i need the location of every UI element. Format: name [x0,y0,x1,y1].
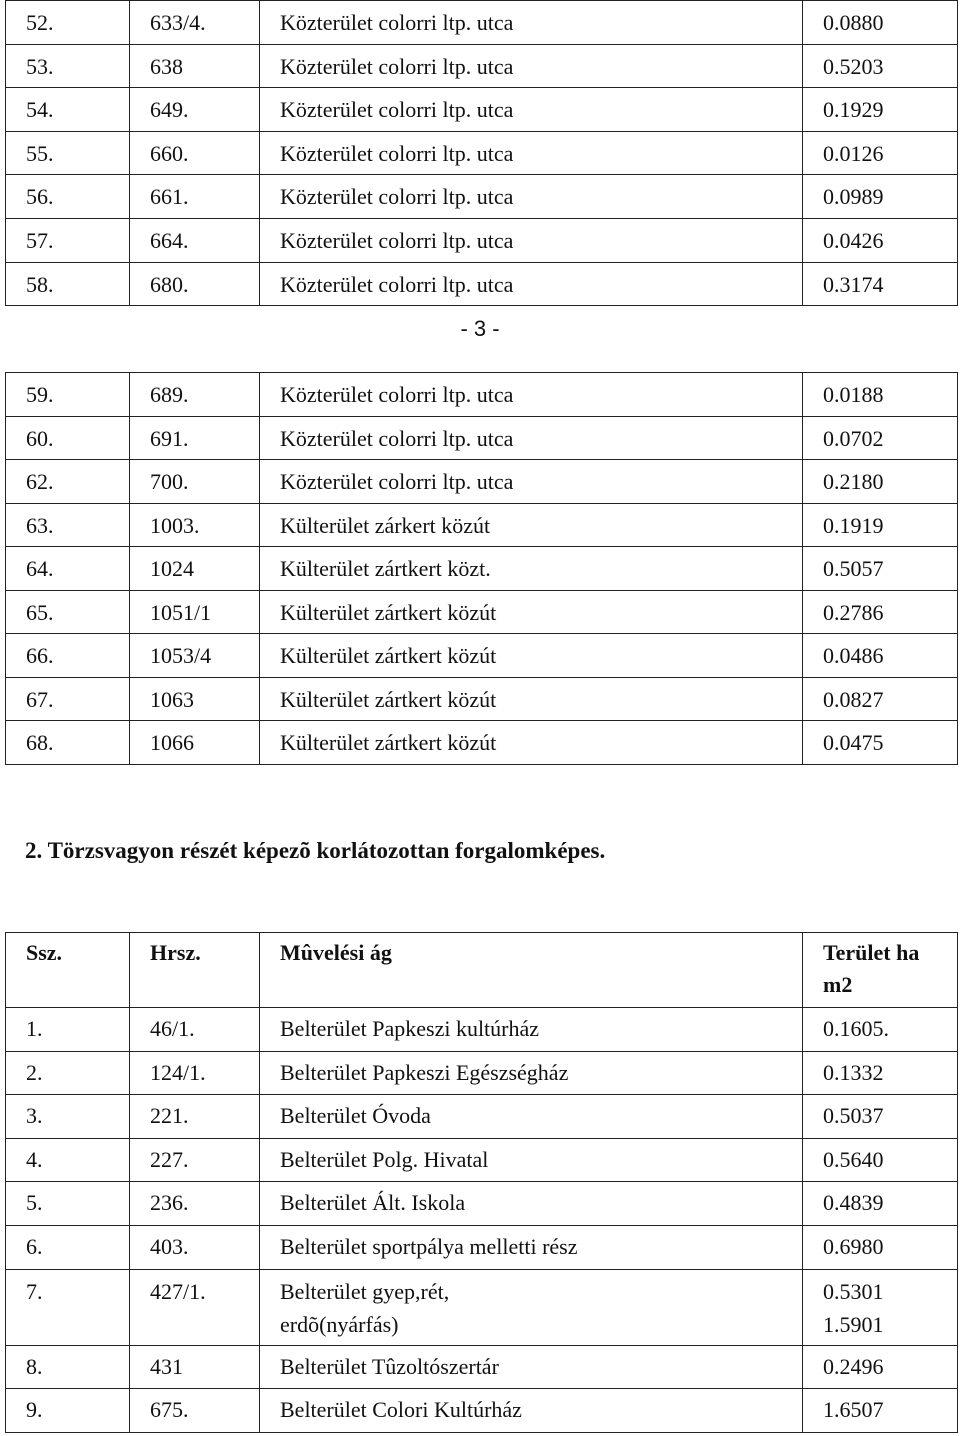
table-body [6,1,958,306]
hrsz-cell: 1063 [130,677,260,721]
table-row [6,175,958,219]
terulet-cell: 0.0989 [803,175,958,219]
muvelesi-ag-cell: Közterület colorri ltp. utca [260,1,803,45]
ssz-cell: 9. [6,1389,130,1433]
hrsz-cell: 1051/1 [130,590,260,634]
hrsz-cell: 638 [130,44,260,88]
hrsz-cell: 124/1. [130,1051,260,1095]
muvelesi-ag-cell: Közterület colorri ltp. utca [260,262,803,306]
hrsz-cell: 1003. [130,503,260,547]
hrsz-cell: 427/1. [130,1269,260,1345]
terulet-cell: 0.5037 [803,1095,958,1139]
table-row [6,1138,958,1182]
muvelesi-ag-cell: Külterület zártkert közút [260,721,803,765]
hrsz-cell: 1066 [130,721,260,765]
table-row [6,218,958,262]
terulet-cell: 0.0827 [803,677,958,721]
muvelesi-ag-cell: Közterület colorri ltp. utca [260,416,803,460]
muvelesi-ag-cell: Belterület Polg. Hivatal [260,1138,803,1182]
hrsz-cell: 227. [130,1138,260,1182]
header-terulet-line2: m2 [823,972,853,997]
muvelesi-ag-cell: Külterület zártkert közút [260,634,803,678]
terulet-cell: 0.0702 [803,416,958,460]
muvelesi-ag-cell: Belterület Papkeszi kultúrház [260,1008,803,1052]
hrsz-cell: 46/1. [130,1008,260,1052]
ssz-cell: 66. [6,634,130,678]
ssz-cell: 5. [6,1182,130,1226]
terulet-cell: 0.0126 [803,131,958,175]
terulet-cell: 0.4839 [803,1182,958,1226]
restricted-property-table [5,932,958,1433]
ssz-cell: 3. [6,1095,130,1139]
ssz-cell: 67. [6,677,130,721]
table-row [6,634,958,678]
hrsz-cell: 221. [130,1095,260,1139]
ssz-cell: 63. [6,503,130,547]
terulet-cell: 0.0188 [803,373,958,417]
terulet-cell: 0.2786 [803,590,958,634]
table-body [6,933,958,1433]
muvelesi-ag-cell: Közterület colorri ltp. utca [260,175,803,219]
muvelesi-ag-cell [260,1269,803,1345]
table-row [6,547,958,591]
muvelesi-ag-cell: Közterület colorri ltp. utca [260,373,803,417]
muvelesi-ag-cell: Közterület colorri ltp. utca [260,131,803,175]
table-row [6,416,958,460]
table-row [6,88,958,132]
page-number: - 3 - [460,316,500,341]
terulet-cell: 0.1929 [803,88,958,132]
hrsz-cell: 660. [130,131,260,175]
header-terulet-line1: Terület ha [823,940,920,965]
table-row [6,1008,958,1052]
muvelesi-ag-cell: Belterület Tûzoltószertár [260,1345,803,1389]
hrsz-cell: 664. [130,218,260,262]
ssz-cell: 64. [6,547,130,591]
hrsz-cell: 700. [130,460,260,504]
hrsz-cell: 661. [130,175,260,219]
table-row [6,1051,958,1095]
hrsz-cell: 689. [130,373,260,417]
terulet-cell: 0.5640 [803,1138,958,1182]
table-row [6,1345,958,1389]
hrsz-cell: 691. [130,416,260,460]
ssz-cell: 68. [6,721,130,765]
ssz-cell: 54. [6,88,130,132]
terulet-cell: 0.2496 [803,1345,958,1389]
terulet-cell: 0.5057 [803,547,958,591]
section-heading: 2. Törzsvagyon részét képezõ korlátozottan forgalomképes. [25,838,606,863]
hrsz-cell: 431 [130,1345,260,1389]
hrsz-cell: 1053/4 [130,634,260,678]
muvelesi-ag-cell: Külterület zárkert közút [260,503,803,547]
terulet-cell: 0.0486 [803,634,958,678]
terulet-cell [803,1269,958,1345]
ssz-cell: 1. [6,1008,130,1052]
ssz-cell: 60. [6,416,130,460]
property-table-bottom [5,372,958,765]
terulet-cell: 0.5203 [803,44,958,88]
table-row [6,460,958,504]
terulet-cell: 0.1919 [803,503,958,547]
ssz-cell: 4. [6,1138,130,1182]
ssz-cell: 2. [6,1051,130,1095]
ssz-cell: 56. [6,175,130,219]
hrsz-cell: 236. [130,1182,260,1226]
table-row [6,721,958,765]
ssz-cell: 58. [6,262,130,306]
table-row [6,1,958,45]
table-row [6,44,958,88]
terulet-line1: 0.5301 [823,1278,884,1304]
ssz-cell: 52. [6,1,130,45]
hrsz-cell: 1024 [130,547,260,591]
terulet-line2: 1.5901 [823,1311,884,1337]
hrsz-cell: 675. [130,1389,260,1433]
table-row [6,590,958,634]
ssz-cell: 59. [6,373,130,417]
table-row [6,131,958,175]
terulet-cell: 0.1605. [803,1008,958,1052]
header-ssz: Ssz. [6,933,130,1008]
table-row [6,1389,958,1433]
header-muvelesi-ag: Mûvelési ág [260,933,803,1008]
muvelesi-ag-cell: Külterület zártkert közút [260,677,803,721]
table-row [6,1182,958,1226]
hrsz-cell: 680. [130,262,260,306]
table-row [6,503,958,547]
muvelesi-ag-cell: Közterület colorri ltp. utca [260,218,803,262]
muvelesi-ag-line2: erdõ(nyárfás) [280,1311,399,1337]
table-row [6,677,958,721]
header-hrsz: Hrsz. [130,933,260,1008]
header-terulet [803,933,958,1008]
muvelesi-ag-cell: Külterület zártkert közút [260,590,803,634]
hrsz-cell: 403. [130,1225,260,1269]
ssz-cell: 8. [6,1345,130,1389]
muvelesi-ag-cell: Közterület colorri ltp. utca [260,460,803,504]
table-row [6,373,958,417]
terulet-cell: 1.6507 [803,1389,958,1433]
terulet-cell: 0.6980 [803,1225,958,1269]
ssz-cell: 55. [6,131,130,175]
table-row [6,1225,958,1269]
terulet-cell: 0.0475 [803,721,958,765]
muvelesi-ag-cell: Belterület Papkeszi Egészségház [260,1051,803,1095]
property-table-top [5,0,958,306]
terulet-cell: 0.3174 [803,262,958,306]
terulet-cell: 0.1332 [803,1051,958,1095]
muvelesi-ag-cell: Külterület zártkert közt. [260,547,803,591]
ssz-cell: 62. [6,460,130,504]
hrsz-cell: 633/4. [130,1,260,45]
hrsz-cell: 649. [130,88,260,132]
muvelesi-ag-cell: Belterület Óvoda [260,1095,803,1139]
ssz-cell: 57. [6,218,130,262]
muvelesi-ag-cell: Közterület colorri ltp. utca [260,88,803,132]
table-header-row [6,933,958,1008]
muvelesi-ag-cell: Belterület sportpálya melletti rész [260,1225,803,1269]
ssz-cell: 6. [6,1225,130,1269]
ssz-cell: 53. [6,44,130,88]
muvelesi-ag-cell: Belterület Ált. Iskola [260,1182,803,1226]
table-row [6,262,958,306]
muvelesi-ag-cell: Közterület colorri ltp. utca [260,44,803,88]
muvelesi-ag-line1: Belterület gyep,rét, [280,1278,450,1304]
terulet-cell: 0.0426 [803,218,958,262]
table-row [6,1095,958,1139]
ssz-cell: 7. [6,1269,130,1345]
table-body [6,373,958,765]
muvelesi-ag-cell: Belterület Colori Kultúrház [260,1389,803,1433]
ssz-cell: 65. [6,590,130,634]
terulet-cell: 0.0880 [803,1,958,45]
terulet-cell: 0.2180 [803,460,958,504]
table-row [6,1269,958,1345]
